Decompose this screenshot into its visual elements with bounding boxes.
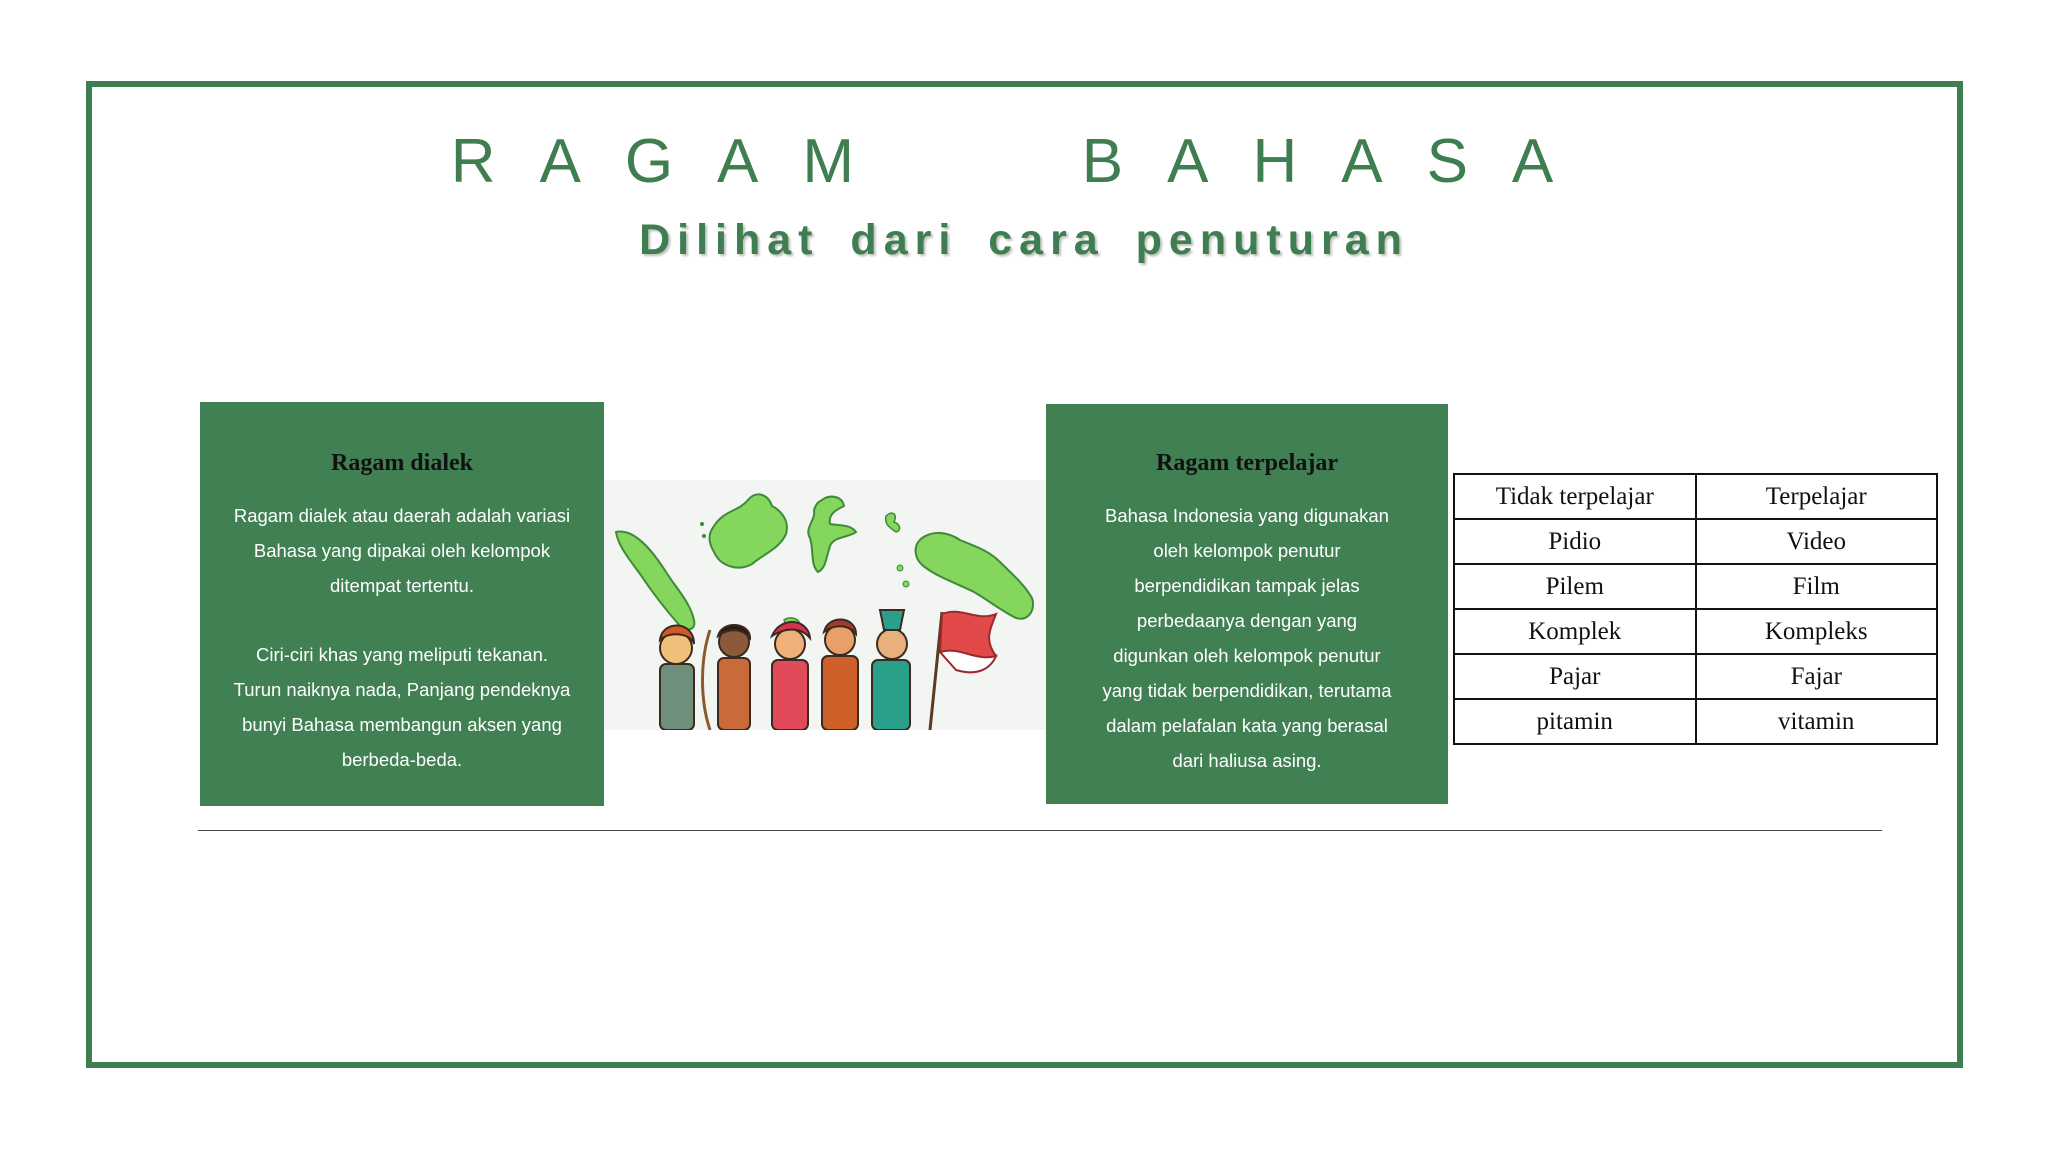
table-cell: Kompleks [1696,609,1938,654]
sumatra-island-shape [616,532,694,630]
table-cell: Komplek [1454,609,1696,654]
table-cell: Tidak terpelajar [1454,474,1696,519]
slide-subtitle: Dilihat dari cara penuturan [639,216,1409,264]
terpelajar-heading: Ragam terpelajar [1156,450,1338,476]
dialek-card [200,402,604,806]
vocabulary-table [1453,473,1938,745]
papua-island-shape [916,533,1033,619]
table-cell: Pidio [1454,519,1696,564]
indonesia-people-illustration [604,480,1046,730]
dialek-heading: Ragam dialek [330,450,473,476]
horizontal-divider [198,830,1882,831]
table-row [1454,519,1937,564]
table-cell: Terpelajar [1696,474,1938,519]
kalimantan-island-shape [710,494,787,567]
table-cell: Pajar [1454,654,1696,699]
table-cell: vitamin [1696,699,1938,744]
sulawesi-island-shape [808,497,856,572]
table-row [1454,564,1937,609]
people-group [660,610,996,730]
table-cell: Fajar [1696,654,1938,699]
terpelajar-paragraph: Bahasa Indonesia yang digunakan oleh kelompok penutur berpendidikan tampak jelas perbedaanya dengan yang digunkan oleh kelompok penutur yang tidak berpendidikan, terutama dalam pelafalan kata yang berasal dari haliusa asing. [1102,505,1392,771]
maluku-islands-shape [886,513,900,532]
dialek-paragraph-2: Ciri-ciri khas yang meliputi tekanan. Turun naiknya nada, Panjang pendeknya bunyi Bahasa membangun aksen yang berbeda-beda. [233,644,571,770]
slide-title: RAGAM BAHASA [450,127,1598,196]
table-cell: Pilem [1454,564,1696,609]
table-row [1454,654,1937,699]
table-row [1454,609,1937,654]
terpelajar-card [1046,404,1448,804]
illustration-svg [604,480,1046,730]
table-cell: Film [1696,564,1938,609]
table-cell: Video [1696,519,1938,564]
dialek-paragraph-1: Ragam dialek atau daerah adalah variasi Bahasa yang dipakai oleh kelompok ditempat tertentu. [233,505,571,596]
table-row [1454,474,1937,519]
table-cell: pitamin [1454,699,1696,744]
table-row [1454,699,1937,744]
